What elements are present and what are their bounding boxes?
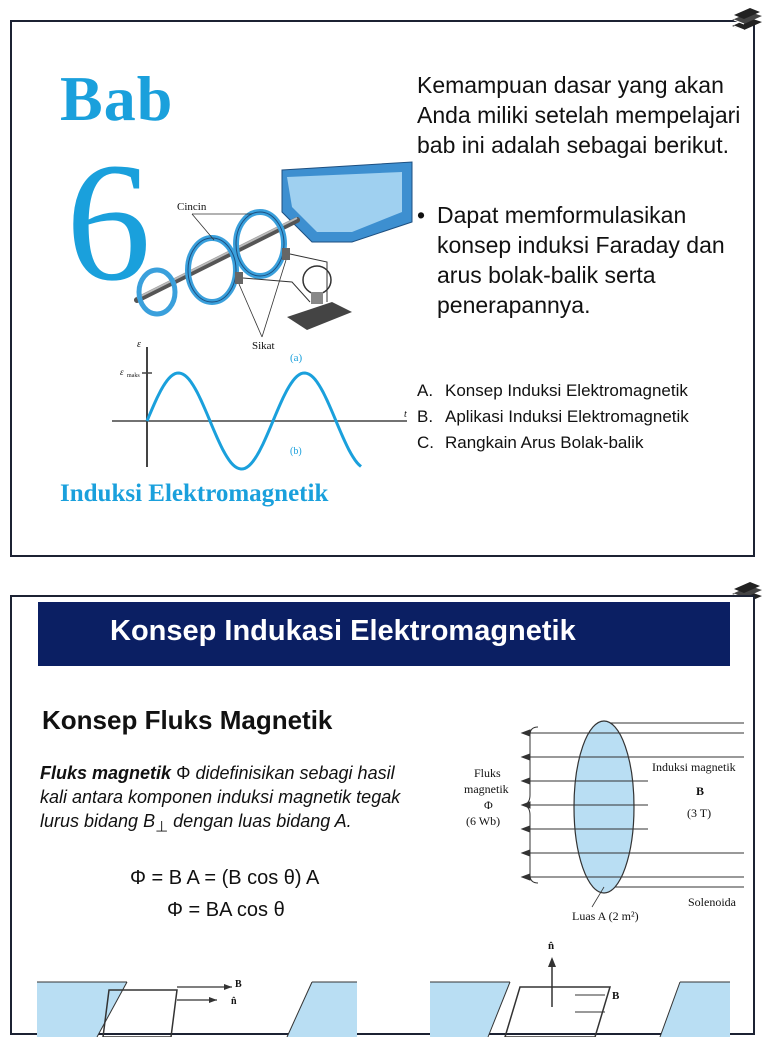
flux-solenoid-figure: [452, 715, 752, 925]
figure-a-label: (a): [290, 352, 303, 364]
epsilon-axis-label: ε: [137, 339, 141, 350]
toc-letter: C.: [417, 433, 434, 452]
toc-letter: A.: [417, 381, 434, 400]
toc-letter: B.: [417, 407, 434, 426]
chapter-number: 6: [66, 128, 151, 316]
chapter-title: Induksi Elektromagnetik: [60, 480, 329, 507]
toc-item[interactable]: [417, 430, 747, 456]
table-of-contents: [417, 378, 747, 456]
section-heading: Konsep Fluks Magnetik: [42, 705, 333, 735]
definition-term: Fluks magnetik: [40, 763, 172, 783]
left-b-label: B: [235, 979, 242, 990]
field-value-label: (3 T): [687, 806, 712, 820]
loop-figure-left: [37, 942, 357, 1037]
emax-sub-label: maks: [127, 373, 140, 379]
slide-1: [10, 20, 755, 557]
emf-sine-graph: [112, 337, 422, 477]
books-icon: [728, 6, 764, 36]
toc-text: Konsep Induksi Elektromagnetik: [445, 381, 688, 400]
emax-label: ε: [120, 367, 124, 377]
phi-label: Φ: [484, 798, 493, 812]
toc-item[interactable]: [417, 404, 747, 430]
magnetik-label: magnetik: [464, 782, 509, 796]
flux-definition: [40, 761, 420, 840]
equation-2: Φ = BA cos θ: [167, 899, 285, 921]
slide-title-banner: Konsep Indukasi Elektromagnetik: [38, 602, 730, 666]
slide-2: [10, 595, 755, 1035]
fluks-label: Fluks: [474, 766, 501, 780]
solenoida-label: Solenoida: [688, 895, 736, 909]
definition-text-2: dengan luas bidang A.: [173, 811, 352, 831]
toc-text: Aplikasi Induksi Elektromagnetik: [445, 407, 689, 426]
bullet-text: Dapat memformulasikan konsep induksi Faraday dan arus bolak-balik serta penerapannya.: [437, 202, 725, 318]
bullet-marker: •: [417, 202, 426, 228]
sikat-label: Sikat: [252, 340, 275, 352]
equation-1: Φ = B A = (B cos θ) A: [130, 867, 320, 889]
competency-intro: Kemampuan dasar yang akan Anda miliki setelah mempelajari bab ini adalah sebagai berikut.: [417, 72, 741, 158]
loop-figure-right: [430, 937, 730, 1037]
toc-item[interactable]: [417, 378, 747, 404]
definition-phi: Φ: [176, 763, 191, 783]
generator-illustration: [122, 152, 412, 364]
induksi-label: Induksi magnetik: [652, 760, 736, 774]
cincin-label: Cincin: [177, 201, 207, 213]
left-n-label: n̂: [231, 996, 237, 1007]
area-label: Luas A (2 m²): [572, 909, 639, 923]
right-b-label: B: [612, 990, 620, 1002]
right-n-label: n̂: [548, 940, 555, 952]
flux-value-label: (6 Wb): [466, 814, 501, 828]
t-axis-label: t: [404, 409, 407, 420]
field-b-label: B: [696, 784, 705, 798]
definition-text-1: didefinisikan sebagi hasil kali antara komponen induksi magnetik tegak lurus bidang B: [40, 763, 401, 831]
definition-subscript: ⊥: [155, 818, 169, 836]
figure-b-label: (b): [290, 446, 302, 457]
toc-text: Rangkain Arus Bolak-balik: [445, 433, 644, 452]
bab-label: Bab: [60, 63, 174, 134]
